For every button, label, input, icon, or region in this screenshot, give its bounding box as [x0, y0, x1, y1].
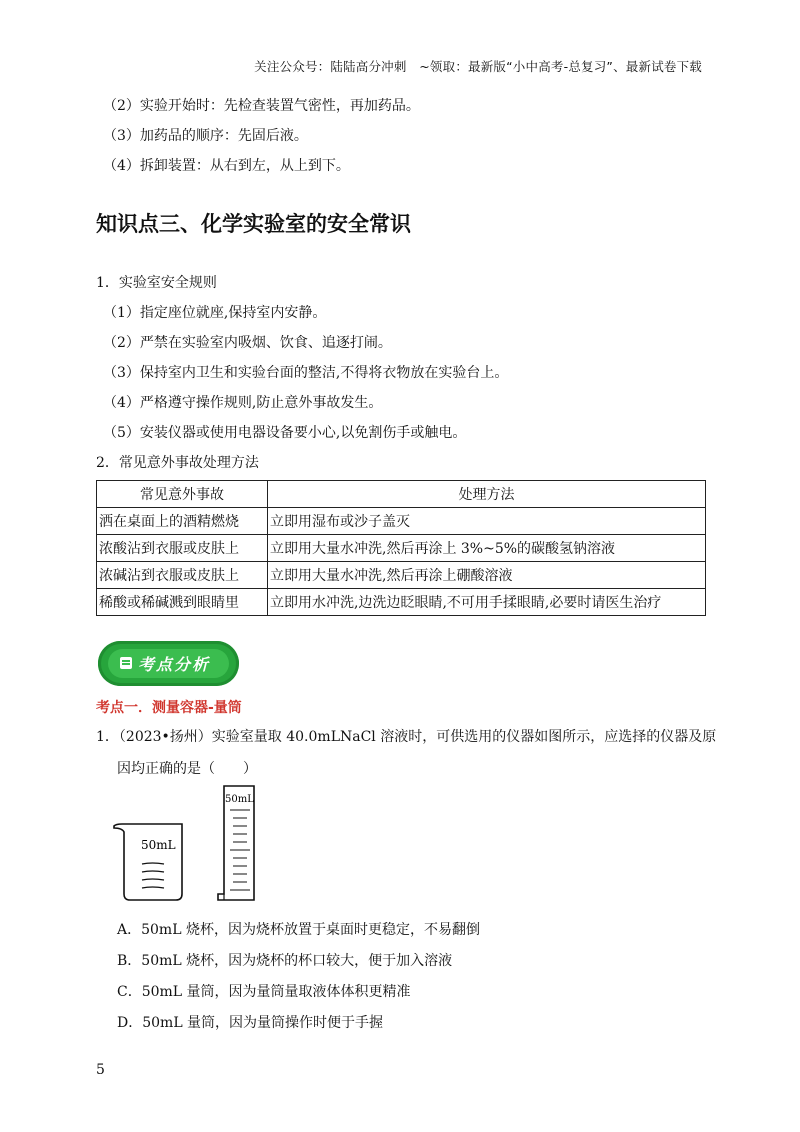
table-row — [97, 589, 706, 616]
table-header-row — [97, 481, 706, 508]
beaker — [114, 824, 182, 900]
option-c: C．50mL 量筒，因为量筒量取液体体积更精准 — [117, 984, 411, 1000]
notebook-icon — [120, 657, 132, 669]
kaodian-title: 考点一．测量容器-量筒 — [96, 700, 242, 716]
step-2: （2）实验开始时：先检查装置气密性，再加药品。 — [103, 98, 420, 114]
question-stem: 1．（2023•扬州）实验室量取 40.0mLNaCl 溶液时，可供选用的仪器如图所示，应选择的仪器及原 — [96, 729, 717, 745]
accidents-title: 2．常见意外事故处理方法 — [96, 455, 259, 471]
beaker-label: 50mL — [141, 838, 176, 852]
accident-table — [96, 480, 706, 616]
rules-title: 1．实验室安全规则 — [96, 275, 217, 291]
table-cell: 浓碱沾到衣服或皮肤上 — [97, 562, 268, 589]
table-cell: 立即用大量水冲洗,然后再涂上 3%~5%的碳酸氢钠溶液 — [268, 535, 706, 562]
table-cell: 立即用湿布或沙子盖灭 — [268, 508, 706, 535]
cylinder-label: 50mL — [225, 794, 254, 805]
rule-5: （5）安装仪器或使用电器设备要小心,以免割伤手或触电。 — [103, 425, 467, 441]
kaodian-badge — [98, 641, 239, 686]
option-d: D．50mL 量筒，因为量筒操作时便于手握 — [117, 1015, 384, 1031]
table-row — [97, 562, 706, 589]
rule-1: （1）指定座位就座,保持室内安静。 — [103, 305, 327, 321]
page-header: 关注公众号：陆陆高分冲刺 ~领取：最新版“小中高考-总复习”、最新试卷下载 — [254, 59, 702, 74]
section-title: 知识点三、化学实验室的安全常识 — [96, 212, 411, 236]
table-cell: 稀酸或稀碱溅到眼睛里 — [97, 589, 268, 616]
step-3: （3）加药品的顺序：先固后液。 — [103, 128, 308, 144]
step-4: （4）拆卸装置：从右到左，从上到下。 — [103, 158, 350, 174]
table-cell: 立即用大量水冲洗,然后再涂上硼酸溶液 — [268, 562, 706, 589]
table-cell: 洒在桌面上的酒精燃烧 — [97, 508, 268, 535]
question-stem-cont: 因均正确的是（ ） — [117, 761, 257, 777]
rule-3: （3）保持室内卫生和实验台面的整洁,不得将衣物放在实验台上。 — [103, 365, 509, 381]
table-header: 常见意外事故 — [97, 481, 268, 508]
rule-4: （4）严格遵守操作规则,防止意外事故发生。 — [103, 395, 383, 411]
table-row — [97, 535, 706, 562]
badge-label: 考点分析 — [138, 655, 211, 674]
page-number: 5 — [96, 1062, 105, 1078]
table-header: 处理方法 — [268, 481, 706, 508]
table-row — [97, 508, 706, 535]
option-b: B．50mL 烧杯，因为烧杯的杯口较大，便于加入溶液 — [117, 953, 453, 969]
table-cell: 立即用水冲洗,边洗边眨眼睛,不可用手揉眼睛,必要时请医生治疗 — [268, 589, 706, 616]
option-a: A．50mL 烧杯，因为烧杯放置于桌面时更稳定，不易翻倒 — [117, 922, 480, 938]
table-cell: 浓酸沾到衣服或皮肤上 — [97, 535, 268, 562]
rule-2: （2）严禁在实验室内吸烟、饮食、追逐打闹。 — [103, 335, 392, 351]
apparatus-figure — [108, 782, 288, 904]
graduated-cylinder — [218, 786, 254, 900]
